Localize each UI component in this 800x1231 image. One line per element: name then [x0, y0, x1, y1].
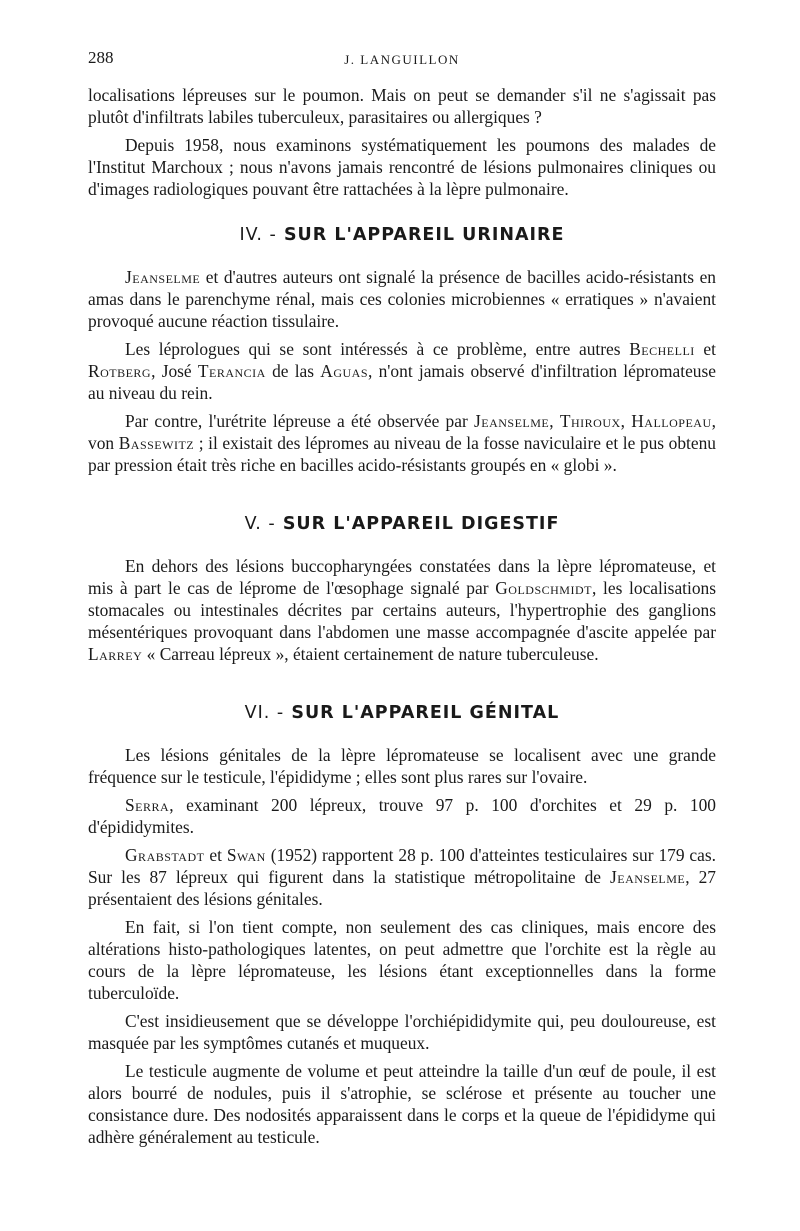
author-name: Hallopeau	[631, 411, 712, 431]
section-title: SUR L'APPAREIL GÉNITAL	[291, 703, 560, 723]
paragraph	[88, 266, 716, 332]
paragraph-text: ,	[549, 411, 560, 431]
page-number: 288	[88, 48, 114, 67]
paragraph: En fait, si l'on tient compte, non seulement des cas cliniques, mais encore des altérations histo-pathologiques latentes, on peut admettre que l'orchite est la règle au cours de la lèpre lépromateuse, les lésions étant exceptionnelles dans la forme tuberculoïde.	[88, 917, 716, 1003]
paragraph-text: ,	[620, 411, 632, 431]
author-name: Goldschmidt	[495, 578, 592, 598]
paragraph-text: , n'ont jamais observé d'infiltration lépromateuse au niveau du rein.	[88, 361, 716, 403]
paragraph-text: En dehors des lésions buccopharyngées constatées dans la lèpre lépromateuse, et mis à part le cas de léprome de l'œsophage signalé par	[88, 556, 716, 598]
section-title: SUR L'APPAREIL DIGESTIF	[282, 514, 560, 534]
author-name: Serra	[125, 795, 170, 815]
paragraph-text: , von	[88, 411, 716, 453]
paragraph-text: et	[694, 339, 716, 359]
paragraph-text: (1952) rapportent 28 p. 100 d'atteintes testiculaires sur 179 cas. Sur les 87 lépreux qui figurent dans la statistique métropolitaine de	[88, 845, 716, 887]
author-name: Swan	[226, 845, 266, 865]
paragraph: Depuis 1958, nous examinons systématiquement les poumons des malades de l'Institut Marchoux ; nous n'avons jamais rencontré de lésions pulmonaires cliniques ou d'images radiologiques pouvant être rattachées à la lèpre pulmonaire.	[88, 135, 716, 199]
paragraph-text: et	[204, 845, 227, 865]
paragraph-text: et d'autres auteurs ont signalé la présence de bacilles acido-résistants en amas dans le parenchyme rénal, mais ces colonies microbiennes « erratiques » n'avaient provoqué aucune réaction tissulaire.	[88, 267, 716, 331]
author-name: Bechelli	[629, 339, 695, 359]
section-heading-iv	[88, 225, 716, 245]
section-number: V. -	[244, 514, 276, 534]
paragraph-text: , examinant 200 lépreux, trouve 97 p. 100 d'orchites et 29 p. 100 d'épididymites.	[88, 795, 716, 837]
paragraph	[88, 844, 716, 910]
paragraph-text: Les léprologues qui se sont intéressés à ce problème, entre autres	[125, 339, 630, 359]
paragraph-text: « Carreau lépreux », étaient certainement de nature tuberculeuse.	[142, 644, 599, 664]
author-name: Terancia	[197, 361, 266, 381]
running-header	[88, 48, 716, 74]
section-number: VI. -	[244, 703, 285, 723]
paragraph-text: , les localisations stomacales ou intestinales décrites par certains auteurs, l'hypertrophie des ganglions mésentériques provoquant dans l'abdomen une masse accompagnée d'ascite appelée par	[88, 578, 716, 642]
paragraph: C'est insidieusement que se développe l'orchiépididymite qui, peu douloureuse, est masquée par les symptômes cutanés et muqueux.	[88, 1011, 716, 1053]
author-name: Rotberg	[88, 361, 152, 381]
author-name: Larrey	[88, 644, 143, 664]
paragraph-text: ; il existait des lépromes au niveau de la fosse naviculaire et le pus obtenu par pression était très riche en bacilles acido-résistants groupés en « globi ».	[88, 433, 716, 475]
paragraph-text: Par contre, l'urétrite lépreuse a été observée par	[125, 411, 474, 431]
section-number: IV. -	[239, 225, 277, 245]
page	[88, 48, 716, 1154]
author-name: Jeanselme	[610, 867, 686, 887]
paragraph-text: , José	[151, 361, 198, 381]
paragraph: Le testicule augmente de volume et peut atteindre la taille d'un œuf de poule, il est alors bourré de nodules, puis il s'atrophie, se sclérose et présente au toucher une consistance dure. Des nodosités apparaissent dans le corps et la queue de l'épididyme qui adhère généralement au testicule.	[88, 1061, 716, 1147]
author-name: Jeanselme	[125, 267, 201, 287]
author-name: Thiroux	[559, 411, 621, 431]
section-heading-vi	[88, 703, 716, 723]
paragraph	[88, 410, 716, 476]
running-title: J. LANGUILLON	[344, 52, 460, 67]
paragraph	[88, 794, 716, 838]
paragraph	[88, 338, 716, 404]
section-title: SUR L'APPAREIL URINAIRE	[283, 225, 565, 245]
paragraph	[88, 555, 716, 665]
section-heading-v	[88, 514, 716, 534]
author-name: Aguas	[320, 361, 369, 381]
paragraph: Les lésions génitales de la lèpre lépromateuse se localisent avec une grande fréquence sur le testicule, l'épididyme ; elles sont plus rares sur l'ovaire.	[88, 745, 716, 787]
paragraph-text: de las	[265, 361, 321, 381]
paragraph: localisations lépreuses sur le poumon. Mais on peut se demander s'il ne s'agissait pas plutôt d'infiltrats labiles tuberculeux, parasitaires ou allergiques ?	[88, 85, 716, 127]
author-name: Grabstadt	[125, 845, 205, 865]
author-name: Jeanselme	[474, 411, 550, 431]
author-name: Bassewitz	[118, 433, 195, 453]
paragraph-text: , 27 présentaient des lésions génitales.	[88, 867, 716, 909]
